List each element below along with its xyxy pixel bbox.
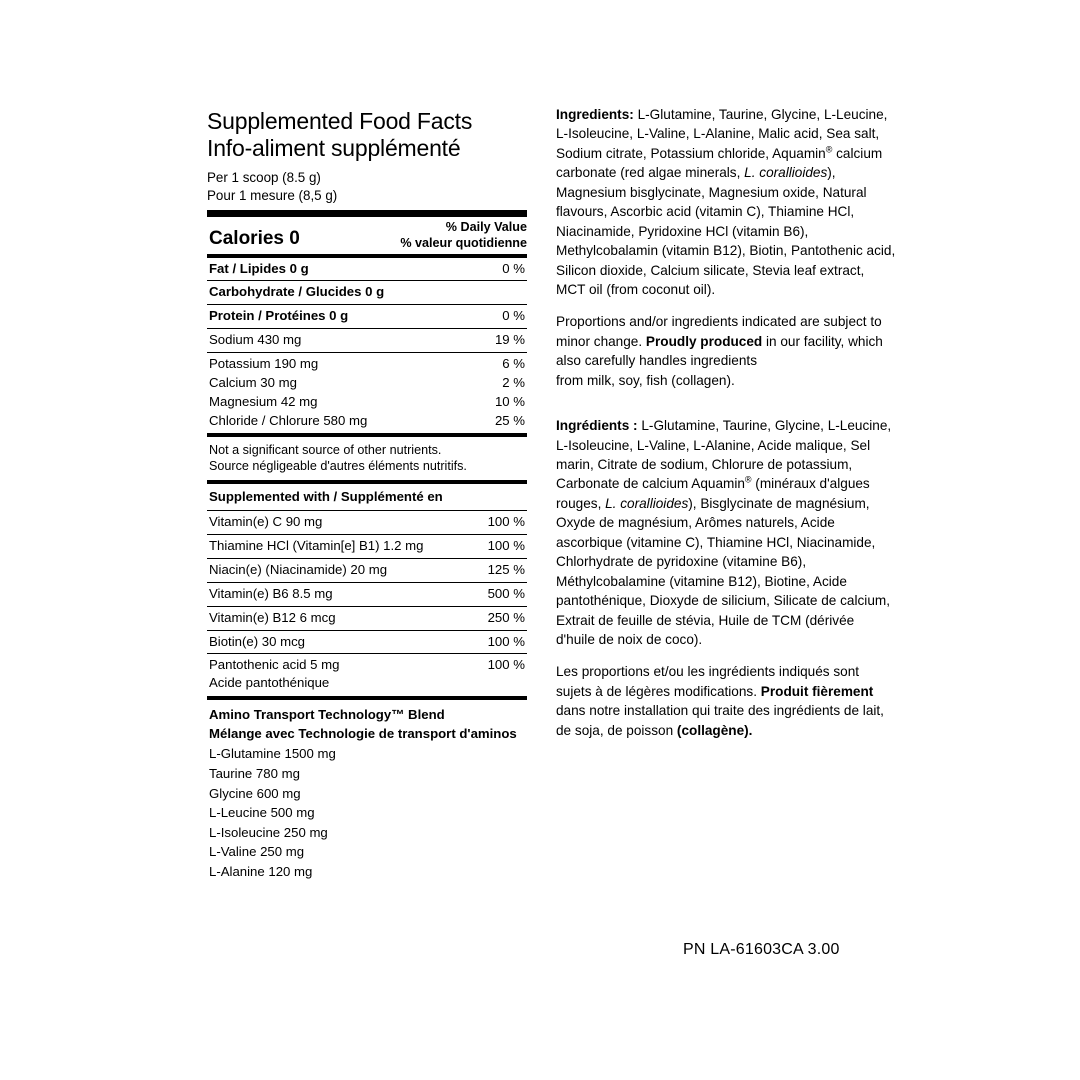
supplement-value: 100 % [487, 633, 525, 649]
blend-header-en: Amino Transport Technology™ Blend [209, 707, 445, 723]
registered-mark-icon: ® [744, 474, 752, 485]
nutrient-label: Magnesium 42 mg [209, 393, 318, 409]
nutrient-label: Carbohydrate / Glucides 0 g [209, 284, 385, 300]
ingredients-fr-note [556, 662, 896, 740]
ingredients-en-label: Ingredients: [556, 107, 634, 122]
supplement-label: Vitamin(e) B6 8.5 mg [209, 585, 333, 601]
ingredients-en-species: L. corallioides [744, 165, 828, 181]
nutrient-value: 0 % [502, 260, 525, 276]
supplement-label: Vitamin(e) C 90 mg [209, 514, 323, 530]
ingredients-en-note-1: Proportions and/or ingredients indicated are subject to minor change. [556, 314, 882, 349]
list-item: L-Alanine 120 mg [209, 863, 313, 879]
supplement-label: Thiamine HCl (Vitamin[e] B1) 1.2 mg [209, 537, 424, 553]
table-row [207, 654, 527, 675]
serving-size-fr: Pour 1 mesure (8,5 g) [207, 187, 338, 203]
table-row [207, 353, 527, 374]
supplemented-food-facts-panel [207, 108, 527, 881]
blend-list [207, 744, 527, 881]
nutrient-value: 6 % [502, 356, 525, 372]
nutrient-label: Protein / Protéines 0 g [209, 308, 349, 324]
daily-value-header [400, 220, 527, 251]
table-row [207, 258, 527, 281]
ingredients-en-note [556, 312, 896, 390]
ingredients-fr-label: Ingrédients : [556, 418, 638, 434]
calories-label: Calories 0 [209, 228, 300, 250]
supplement-value: 500 % [487, 585, 525, 601]
supplement-value: 100 % [487, 657, 525, 673]
table-row [207, 535, 527, 558]
table-row [207, 631, 527, 654]
list-item: Glycine 600 mg [209, 785, 301, 801]
ingredients-fr-text-1: L-Glutamine, Taurine, Glycine, L-Leucine, L-Isoleucine, L-Valine, L-Alanine, Acide malique, Sel marin, Citrate de sodium, Chlorure de potassium, Carbonate de calcium Aquamin [556, 418, 892, 492]
table-row [207, 607, 527, 630]
registered-mark-icon: ® [825, 144, 833, 155]
ingredients-en-note-3: from milk, soy, fish (collagen). [556, 372, 735, 388]
not-significant-note-en: Not a significant source of other nutrients. [209, 442, 442, 457]
supplement-label: Biotin(e) 30 mcg [209, 633, 306, 649]
not-significant-note [207, 437, 527, 480]
table-row [207, 511, 527, 534]
supplement-value: 250 % [487, 609, 525, 625]
supplement-value: 100 % [487, 514, 525, 530]
list-item: L-Isoleucine 250 mg [209, 824, 328, 840]
serving-size-en: Per 1 scoop (8.5 g) [207, 170, 321, 186]
nutrient-value: 19 % [494, 332, 525, 348]
list-item: L-Glutamine 1500 mg [209, 746, 336, 762]
table-row [207, 281, 527, 304]
supplemented-with-header: Supplemented with / Supplémenté en [209, 489, 443, 505]
facts-title-en: Supplemented Food Facts [207, 108, 473, 134]
blend-header-fr: Mélange avec Technologie de transport d'aminos [209, 726, 517, 742]
supplement-label: Pantothenic acid 5 mg [209, 657, 340, 673]
ingredients-fr-text-2: (minéraux d'algues rouges, [556, 476, 870, 511]
ingredients-en-text-2: calcium carbonate (red algae minerals, [556, 145, 883, 181]
table-row [207, 393, 527, 412]
ingredients-en-note-bold: Proudly produced [645, 333, 763, 349]
table-row [207, 559, 527, 582]
divider-thick-top [207, 210, 527, 217]
ingredients-fr-note-1: Les proportions et/ou les ingrédients indiqués sont sujets à de légères modifications. [556, 664, 860, 699]
nutrient-label: Sodium 430 mg [209, 332, 302, 348]
list-item: L-Valine 250 mg [209, 844, 305, 860]
ingredients-fr-species: L. corallioides [605, 495, 689, 511]
section-spacer [556, 403, 896, 416]
ingredients-en-text-3: ), Magnesium bisglycinate, Magnesium oxide, Natural flavours, Ascorbic acid (vitamin C), Thiamine HCl, Niacinamide, Pyridoxine HCl (vitamin B6), Methylcobalamin (vitamin B12), Biotin, Pantothenic acid, Silicon dioxide, Calcium silicate, Stevia leaf extract, MCT oil (from coconut oil). [556, 165, 896, 297]
nutrient-label: Fat / Lipides 0 g [209, 260, 309, 276]
supplement-label-fr: Acide pantothénique [209, 675, 330, 691]
ingredients-fr-note-2: dans notre installation qui traite des ingrédients de lait, de soja, de poisson [556, 703, 884, 738]
daily-value-header-en: % Daily Value [445, 220, 527, 235]
daily-value-header-fr: % valeur quotidienne [400, 235, 527, 250]
supplement-value: 100 % [487, 537, 525, 553]
nutrient-value: 10 % [494, 393, 525, 409]
part-number: PN LA-61603CA 3.00 [683, 941, 840, 958]
ingredients-en-paragraph [556, 105, 896, 299]
nutrient-label: Calcium 30 mg [209, 375, 297, 391]
table-row [207, 305, 527, 328]
nutrient-value: 25 % [494, 412, 525, 428]
not-significant-note-fr: Source négligeable d'autres éléments nutritifs. [209, 459, 467, 474]
supplement-label: Vitamin(e) B12 6 mcg [209, 609, 336, 625]
nutrient-value: 0 % [502, 308, 525, 324]
table-row [207, 329, 527, 352]
list-item: Taurine 780 mg [209, 766, 300, 782]
ingredients-fr-note-bold: Produit fièrement [760, 683, 874, 699]
nutrient-value: 2 % [502, 375, 525, 391]
nutrient-label: Chloride / Chlorure 580 mg [209, 412, 368, 428]
table-row [207, 583, 527, 606]
ingredients-en-text-1: L-Glutamine, Taurine, Glycine, L-Leucine, L-Isoleucine, L-Valine, L-Alanine, Malic acid, Sea salt, Sodium citrate, Potassium chloride, Aquamin [556, 107, 888, 161]
nutrient-label: Potassium 190 mg [209, 356, 319, 372]
list-item: L-Leucine 500 mg [209, 805, 315, 821]
ingredients-panel [556, 105, 896, 753]
ingredients-fr-paragraph [556, 416, 896, 649]
facts-title-fr: Info-aliment supplémenté [207, 135, 461, 162]
calories-row [207, 217, 527, 253]
ingredients-fr-note-bold-2: (collagène). [676, 722, 753, 738]
supplement-value: 125 % [487, 561, 525, 577]
supplement-label: Niacin(e) (Niacinamide) 20 mg [209, 561, 388, 577]
ingredients-en-note-2: in our facility, which also carefully handles ingredients [556, 333, 883, 369]
ingredients-fr-text-3: ), Bisglycinate de magnésium, Oxyde de magnésium, Arômes naturels, Acide ascorbique (vitamine C), Thiamine HCl, Niacinamide, Chlorhydrate de pyridoxine (vitamine B6), Méthylcobalamine (vitamine B12), Biotine, Acide pantothénique, Dioxyde de silicium, Silicate de calcium, Extrait de feuille de stévia, Huile de TCM (dérivée d'huile de noix de coco). [556, 495, 890, 647]
table-row [207, 412, 527, 433]
table-row [207, 374, 527, 393]
